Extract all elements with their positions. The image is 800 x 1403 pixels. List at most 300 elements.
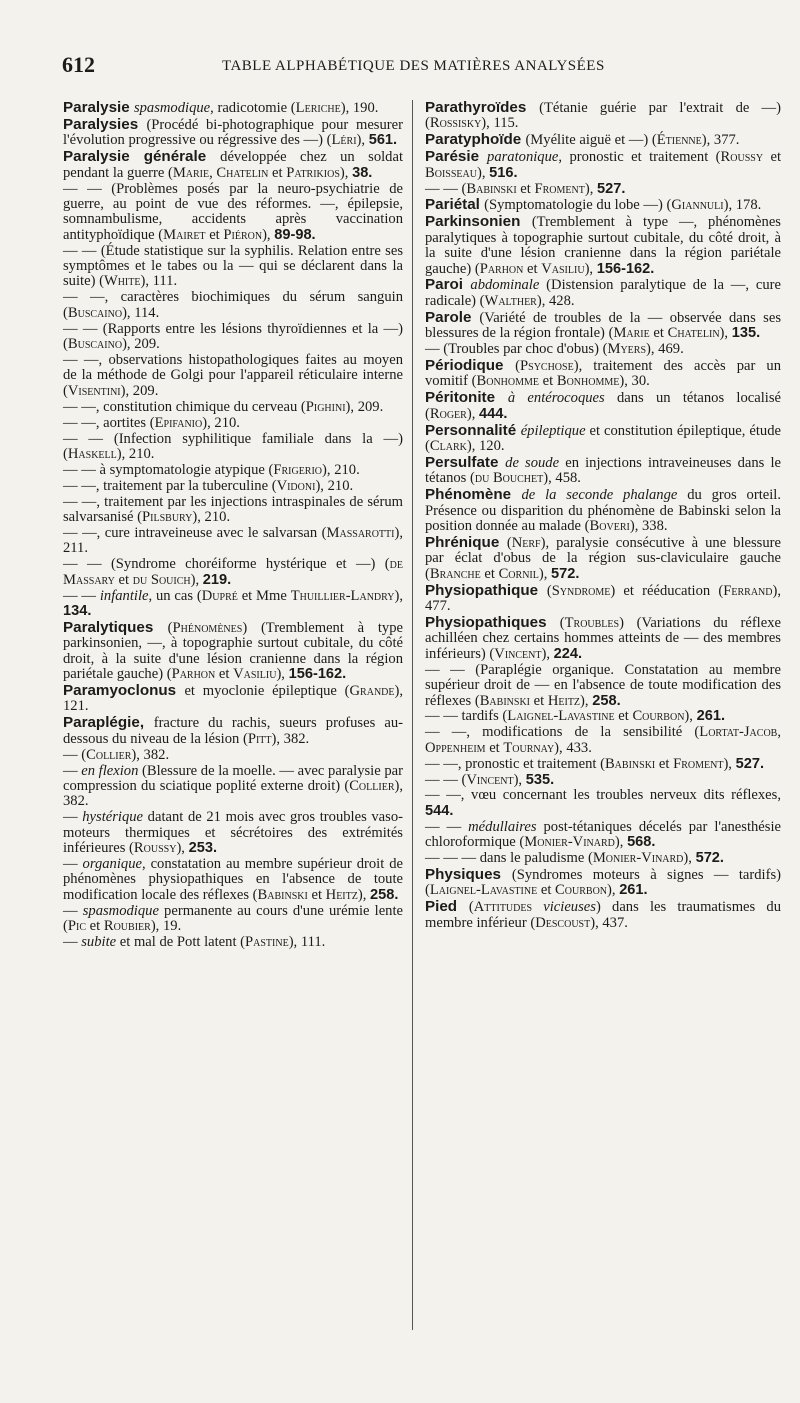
entry-text: — —, modifications de la sensibilité (: [425, 724, 700, 741]
entry-text: ),: [607, 882, 620, 899]
index-entry: [63, 589, 403, 620]
entry-text: ), paralysie consécutive à une blessure par éclat d'obus de la région sus-claviculaire gauche (: [425, 534, 781, 582]
entry-text: — —: [425, 818, 469, 835]
page-number: 612: [62, 52, 95, 77]
entry-text: Walther: [484, 292, 537, 309]
entry-text: Laignel-Lavastine: [507, 708, 615, 725]
entry-text: ),: [356, 132, 369, 149]
entry-text: Bonhomme: [556, 373, 620, 390]
entry-text: Cornil: [498, 565, 539, 582]
index-entry: [425, 773, 781, 788]
entry-headword: Paralysie générale: [63, 148, 221, 166]
entry-headword: Physiques: [425, 866, 512, 883]
entry-text: Pighini: [305, 398, 346, 415]
entry-text: infantile: [99, 587, 149, 604]
entry-headword: Paroi: [425, 276, 471, 294]
entry-text: ),: [466, 405, 480, 422]
index-entry: [425, 423, 781, 455]
entry-text: ), 115.: [481, 115, 519, 132]
entry-text: ),: [541, 645, 554, 662]
entry-text: permanente au cours d'une urémie lente (: [63, 902, 403, 935]
entry-text: et: [530, 692, 548, 709]
entry-text: ),: [394, 587, 403, 604]
entry-text: et: [114, 571, 133, 588]
entry-text: et mal de Pott latent (: [116, 934, 246, 951]
entry-text: , un cas (: [148, 587, 202, 604]
entry-text: Lortat-Jacob, Oppenheim: [425, 724, 781, 756]
entry-text: Courbon: [555, 882, 608, 899]
entry-text: (Procédé bi-photographique pour mesurer l'évolution progressive ou régressive des —) (: [63, 116, 403, 149]
entry-text: 156-162.: [288, 666, 347, 683]
entry-text: ), 382.: [131, 746, 170, 763]
entry-headword: Périodique: [425, 357, 516, 374]
index-entry: [63, 479, 403, 494]
index-entry: [425, 725, 781, 756]
entry-text: — — à symptomatologie atypique (: [63, 461, 274, 478]
entry-text: en injections intraveineuses dans le tétanos (: [425, 454, 781, 487]
entry-text: ),: [476, 164, 490, 181]
entry-text: ), 210.: [322, 461, 360, 478]
entry-text: Étienne: [656, 132, 702, 149]
entry-text: Léri: [331, 132, 357, 149]
index-entry: [425, 277, 781, 309]
index-entry: [63, 463, 403, 478]
entry-text: —: [63, 902, 83, 919]
entry-text: du Bouchet: [474, 470, 544, 487]
entry-text: et: [763, 149, 781, 166]
entry-text: Frigerio: [273, 461, 323, 478]
entry-text: (: [167, 619, 173, 636]
index-entry: [425, 867, 781, 899]
entry-text: 544.: [425, 802, 454, 819]
index-entry: [63, 557, 403, 588]
entry-text: Buscaino: [67, 304, 123, 321]
entry-text: ), 433.: [554, 739, 592, 756]
entry-text: dans un tétanos localisé (: [425, 390, 781, 422]
entry-text: — — (Problèmes posés par la neuro-psychiatrie de guerre, au point de vue des réformes. —, épilepsie, somnambulisme, accidents après vaccination antityphoïdique (: [63, 180, 403, 243]
index-entry: [63, 290, 403, 321]
index-entry: [425, 149, 781, 181]
index-entry: [425, 820, 781, 851]
entry-text: de Massary: [63, 556, 403, 588]
entry-headword: Paralytiques: [63, 618, 168, 636]
entry-text: et: [614, 708, 633, 725]
entry-text: Pilsbury: [142, 509, 193, 526]
index-entry: [425, 615, 781, 662]
entry-text: Monier-Vinard: [524, 834, 615, 851]
entry-text: Roubier: [103, 918, 151, 935]
index-entry: [425, 358, 781, 390]
index-entry: [63, 526, 403, 557]
entry-text: Babinski: [479, 692, 530, 709]
entry-text: en flexion: [81, 762, 139, 779]
entry-text: — (: [63, 746, 87, 763]
entry-text: ) (Variations du réflexe achilléen chez certains hommes atteints de — des membres inférieurs) (: [425, 615, 781, 662]
index-entry: [63, 857, 403, 903]
entry-text: Roger: [429, 405, 467, 422]
index-entry: [63, 620, 403, 683]
entry-text: et: [307, 886, 326, 903]
index-entry: [425, 757, 781, 772]
entry-text: (: [515, 358, 521, 374]
index-entry: [63, 904, 403, 935]
entry-text: ),: [584, 180, 598, 197]
index-entry: [63, 400, 403, 415]
entry-text: Bonhomme: [476, 373, 539, 390]
entry-text: et myoclonie épileptique (: [184, 683, 350, 700]
entry-text: (Distension paralytique de la —, cure radicale) (: [425, 277, 781, 309]
entry-text: Descoust: [535, 914, 591, 931]
entry-text: — —, constitution chimique du cerveau (: [63, 398, 306, 415]
entry-text: Heitz: [547, 692, 581, 709]
entry-text: ), 210.: [315, 477, 354, 494]
entry-text: ),: [262, 226, 275, 243]
column-divider: [412, 100, 413, 1330]
entry-text: ), 338.: [629, 518, 668, 535]
entry-text: ), 211.: [63, 524, 403, 557]
index-entry: [425, 899, 781, 931]
entry-text: Chatelin: [667, 325, 720, 342]
entry-text: ) dans les traumatismes du membre inférieur (: [425, 899, 782, 931]
index-entry: [63, 764, 403, 810]
entry-text: Buscaino: [67, 336, 123, 353]
entry-text: ),: [176, 840, 189, 857]
entry-headword: Physiopathique: [425, 581, 547, 599]
entry-text: — — (: [425, 771, 467, 788]
entry-text: Marie, Chatelin: [172, 164, 269, 181]
entry-text: (: [559, 615, 565, 631]
entry-headword: Personnalité: [425, 421, 521, 439]
entry-text: ), traitement des accès par un vomitif (: [425, 358, 782, 390]
entry-text: — —, aortites (: [63, 414, 155, 431]
index-entry: [425, 132, 781, 148]
entry-text: ),: [614, 834, 628, 851]
entry-text: ),: [513, 771, 526, 788]
entry-text: abdominale: [470, 277, 540, 294]
index-entry: [425, 788, 781, 819]
entry-text: ),: [357, 886, 371, 903]
entry-text: 572.: [695, 850, 724, 867]
index-entry: [425, 487, 781, 534]
entry-text: organique: [82, 856, 142, 872]
entry-text: Collier: [349, 777, 395, 794]
entry-text: ),: [190, 571, 203, 588]
entry-text: Babinski: [466, 180, 517, 197]
entry-headword: Physiopathiques: [425, 614, 560, 631]
entry-text: et: [649, 325, 668, 342]
entry-text: de la seconde phalange: [521, 487, 678, 504]
index-entry: [63, 935, 403, 950]
entry-text: 444.: [479, 405, 508, 422]
entry-text: Clark: [429, 438, 467, 455]
entry-text: ), 209.: [345, 398, 384, 415]
entry-text: et Mme: [237, 587, 291, 604]
index-entry: [425, 583, 781, 615]
entry-text: (Syndromes moteurs à signes — tardifs) (: [425, 867, 781, 899]
entry-text: ),: [580, 692, 593, 709]
entry-text: ),: [719, 325, 732, 342]
entry-text: Vincent: [466, 771, 514, 788]
entry-text: Epifanio: [154, 414, 203, 431]
entry-text: à entérocoques: [507, 390, 605, 407]
index-entry: [63, 495, 403, 526]
index-entry: [63, 117, 403, 149]
entry-text: ),: [339, 164, 353, 181]
entry-text: et: [655, 755, 674, 772]
entry-text: 535.: [525, 771, 555, 788]
index-entry: [425, 851, 781, 866]
entry-text: Babinski: [604, 755, 656, 772]
entry-text: ),: [684, 708, 697, 725]
entry-text: Marie: [613, 325, 650, 342]
entry-text: Vasiliu: [541, 260, 585, 277]
running-title: TABLE ALPHABÉTIQUE DES MATIÈRES ANALYSÉES: [222, 58, 605, 74]
index-entry: [63, 810, 403, 856]
entry-text: ), 477.: [425, 582, 781, 615]
entry-text: paratonique: [487, 149, 559, 166]
entry-text: vicieuses: [543, 899, 596, 916]
entry-text: Froment: [673, 755, 724, 772]
entry-text: 572.: [551, 565, 580, 582]
entry-text: et: [516, 180, 535, 197]
index-entry: [63, 353, 403, 399]
entry-text: ), 190.: [340, 100, 379, 116]
entry-text: White: [103, 273, 141, 290]
entry-text: et: [205, 226, 224, 243]
entry-text: ), 210.: [192, 509, 231, 526]
entry-text: Leriche: [295, 100, 341, 116]
entry-text: 568.: [627, 834, 656, 851]
entry-text: et: [537, 882, 556, 899]
entry-text: ), 114.: [122, 304, 160, 321]
entry-text: — — (Étude statistique sur la syphilis. Relation entre ses symptômes et le tabes ou la — qui se déclarent dans la suite) (: [63, 242, 403, 290]
entry-text: , pronostic et traitement (: [558, 149, 721, 166]
entry-text: ), 377.: [701, 132, 740, 149]
entry-text: ), 111.: [288, 934, 326, 951]
entry-text: Monier-Vinard: [592, 850, 684, 867]
entry-headword: Parkinsonien: [425, 213, 532, 231]
entry-text: ), 428.: [536, 292, 575, 309]
page-header: [62, 52, 772, 82]
entry-text: Psychose: [520, 358, 574, 374]
index-entry: [63, 322, 403, 353]
index-entry: [63, 244, 403, 290]
entry-text: ), 19.: [150, 918, 182, 935]
entry-text: et constitution épileptique, étude (: [425, 422, 781, 455]
entry-text: et: [215, 666, 234, 683]
entry-text: 258.: [370, 886, 399, 903]
entry-text: Rossisky: [429, 115, 482, 132]
entry-text: 258.: [592, 692, 621, 709]
entry-text: Vincent: [494, 645, 542, 662]
entry-text: ),: [683, 850, 696, 867]
entry-text: Courbon: [632, 708, 685, 725]
entry-text: — —, traitement par les injections intraspinales de sérum salvarsanisé (: [63, 493, 403, 526]
entry-text: ),: [723, 755, 736, 772]
index-entry: [425, 390, 781, 422]
entry-text: Vidoni: [276, 477, 316, 494]
entry-text: , radicotomie (: [210, 100, 296, 116]
entry-text: 561.: [368, 132, 398, 149]
entry-text: ), 209.: [122, 336, 160, 353]
entry-text: épileptique: [520, 422, 586, 439]
entry-text: Branche: [429, 565, 481, 582]
entry-text: et: [523, 260, 542, 277]
entry-text: — — (Paraplégie organique. Constatation au membre supérieur droit de — en l'absence de toute modification des réflexes (: [425, 661, 781, 709]
entry-text: 219.: [202, 571, 232, 588]
entry-text: Vasiliu: [233, 666, 277, 683]
entry-text: Massarotti: [326, 524, 395, 541]
entry-text: ), 469.: [646, 341, 684, 358]
entry-text: — — (Rapports entre les lésions thyroïdiennes et la —) (: [63, 320, 403, 353]
entry-headword: Paralysie: [63, 99, 134, 116]
entry-text: datant de 21 mois avec gros troubles vaso-moteurs thermiques et sécrétoires des extrémités inférieures (: [63, 809, 403, 857]
entry-text: (: [506, 534, 512, 551]
entry-text: 224.: [553, 645, 583, 662]
entry-text: Mairet: [163, 226, 206, 243]
entry-text: ), 210.: [116, 445, 155, 462]
index-entry: [63, 715, 403, 747]
entry-headword: Paraplégie,: [63, 714, 154, 732]
entry-text: ),: [538, 565, 552, 582]
entry-text: Patrikios: [286, 164, 340, 181]
entry-text: Pic: [67, 918, 86, 935]
entry-text: — — — dans le paludisme (: [425, 850, 593, 867]
entry-text: 135.: [731, 325, 761, 342]
entry-text: ), 178.: [723, 197, 762, 214]
entry-text: Roussy: [720, 149, 764, 166]
entry-headword: Parole: [425, 308, 480, 326]
entry-headword: Phrénique: [425, 533, 507, 551]
entry-text: (Tremblement à type —, phénomènes paralytiques à topographie surtout cubitale, du côté droit, à la suite d'une lésion cranienne dans la région pariétale gauche) (: [425, 214, 781, 277]
entry-text: Grande: [349, 683, 395, 700]
entry-text: — — tardifs (: [425, 708, 508, 725]
entry-text: —: [63, 762, 82, 779]
entry-text: — —, pronostic et traitement (: [425, 755, 605, 772]
index-entry: [63, 748, 403, 763]
entry-text: — —, cure intraveineuse avec le salvarsan (: [63, 524, 327, 541]
entry-headword: Persulfate: [425, 453, 506, 471]
entry-text: ), 30.: [619, 373, 650, 390]
entry-text: et: [539, 373, 557, 390]
entry-text: Piéron: [223, 226, 263, 243]
entry-headword: Paramyoclonus: [63, 682, 185, 700]
entry-text: , constatation au membre supérieur droit de phénomènes physiopathiques en l'absence de toute modification locale des réflexes (: [63, 856, 403, 903]
entry-text: (Tétanie guérie par l'extrait de —) (: [425, 100, 782, 132]
entry-text: Heitz: [325, 886, 358, 903]
entry-headword: Pariétal: [425, 196, 485, 214]
entry-text: 261.: [619, 882, 648, 899]
entry-text: développée chez un soldat pendant la guerre (: [63, 149, 403, 181]
entry-text: — — (Infection syphilitique familiale dans la —) (: [63, 430, 403, 462]
entry-text: Parhon: [171, 666, 216, 683]
entry-text: — —, caractères biochimiques du sérum sanguin (: [63, 289, 403, 321]
entry-text: — —, observations histopathologiques faites au moyen de la méthode de Golgi pour l'appareil réticulaire interne (: [63, 352, 403, 399]
entry-text: Nerf: [511, 534, 541, 551]
entry-headword: Pied: [425, 898, 469, 916]
entry-text: du Souich: [132, 571, 191, 588]
entry-text: — —, vœu concernant les troubles nerveux dits réflexes,: [425, 787, 781, 804]
entry-text: ), 382.: [63, 777, 403, 810]
entry-headword: Paralysies: [63, 115, 147, 133]
entry-headword: Paratyphoïde: [425, 131, 526, 149]
entry-text: ), 437.: [590, 914, 628, 931]
entry-text: ), 210.: [202, 414, 240, 431]
index-entry: [63, 149, 403, 181]
right-column: [425, 100, 781, 932]
entry-text: Roussy: [133, 840, 177, 857]
index-entry: [425, 197, 781, 213]
entry-text: Thuillier-Landry: [290, 587, 395, 604]
entry-text: (: [468, 899, 474, 916]
entry-text: (Variété de troubles de la — observée dans ses blessures de la région frontale) (: [425, 309, 781, 342]
entry-text: Haskell: [67, 445, 117, 462]
entry-text: — — (Syndrome choréiforme hystérique et —) (: [63, 556, 390, 573]
entry-text: post-tétaniques décelés par l'anesthésie chloroformique (: [425, 818, 781, 851]
entry-text: ), 111.: [140, 273, 178, 290]
entry-text: — (Troubles par choc d'obus) (: [425, 341, 608, 358]
entry-text: spasmodique: [133, 100, 211, 116]
index-entry: [425, 214, 781, 277]
entry-text: de soude: [505, 454, 560, 471]
index-entry: [425, 182, 781, 197]
entry-headword: Phénomène: [425, 486, 522, 504]
index-entry: [425, 709, 781, 724]
entry-text: (Myélite aiguë et —) (: [525, 132, 657, 149]
entry-text: ),: [584, 260, 597, 277]
entry-text: — —: [63, 587, 100, 604]
entry-text: médullaires: [468, 818, 537, 835]
entry-text: (Symptomatologie du lobe —) (: [484, 197, 672, 214]
entry-text: Syndrome: [551, 582, 611, 599]
entry-text: — —, traitement par la tuberculine (: [63, 477, 277, 494]
index-entry: [425, 455, 781, 487]
entry-text: Collier: [86, 746, 132, 763]
entry-headword: Parésie: [425, 148, 488, 166]
index-entry: [425, 535, 781, 582]
entry-text: 89-98.: [274, 226, 316, 243]
entry-text: subite: [81, 934, 117, 951]
entry-text: — — (: [425, 180, 467, 197]
index-entry: [63, 182, 403, 244]
entry-text: 38.: [352, 164, 373, 181]
entry-text: (: [546, 582, 552, 599]
index-entry: [425, 663, 781, 709]
entry-text: Visentini: [67, 382, 121, 399]
index-entry: [63, 432, 403, 463]
entry-text: (Blessure de la moelle. — avec paralysie par compression du sciatique poplité externe droit) (: [63, 762, 403, 794]
entry-text: hystérique: [82, 809, 144, 826]
entry-text: Babinski: [257, 886, 308, 903]
entry-headword: Parathyroïdes: [425, 99, 540, 116]
entry-headword: Péritonite: [425, 389, 508, 407]
entry-text: Giannuli: [671, 197, 724, 214]
entry-text: spasmodique: [82, 902, 159, 919]
entry-text: et: [86, 918, 104, 935]
index-entry: [425, 310, 781, 342]
entry-text: —: [63, 809, 83, 826]
entry-text: et: [268, 164, 287, 181]
entry-text: Parhon: [479, 260, 524, 277]
entry-text: Dupré: [201, 587, 238, 604]
entry-text: Boveri: [589, 518, 630, 535]
entry-text: Pastine: [245, 934, 289, 951]
entry-text: Phénomènes: [172, 619, 243, 636]
left-column: [63, 100, 403, 951]
entry-text: 527.: [597, 180, 626, 197]
entry-text: —: [63, 934, 82, 951]
index-entry: [63, 683, 403, 715]
